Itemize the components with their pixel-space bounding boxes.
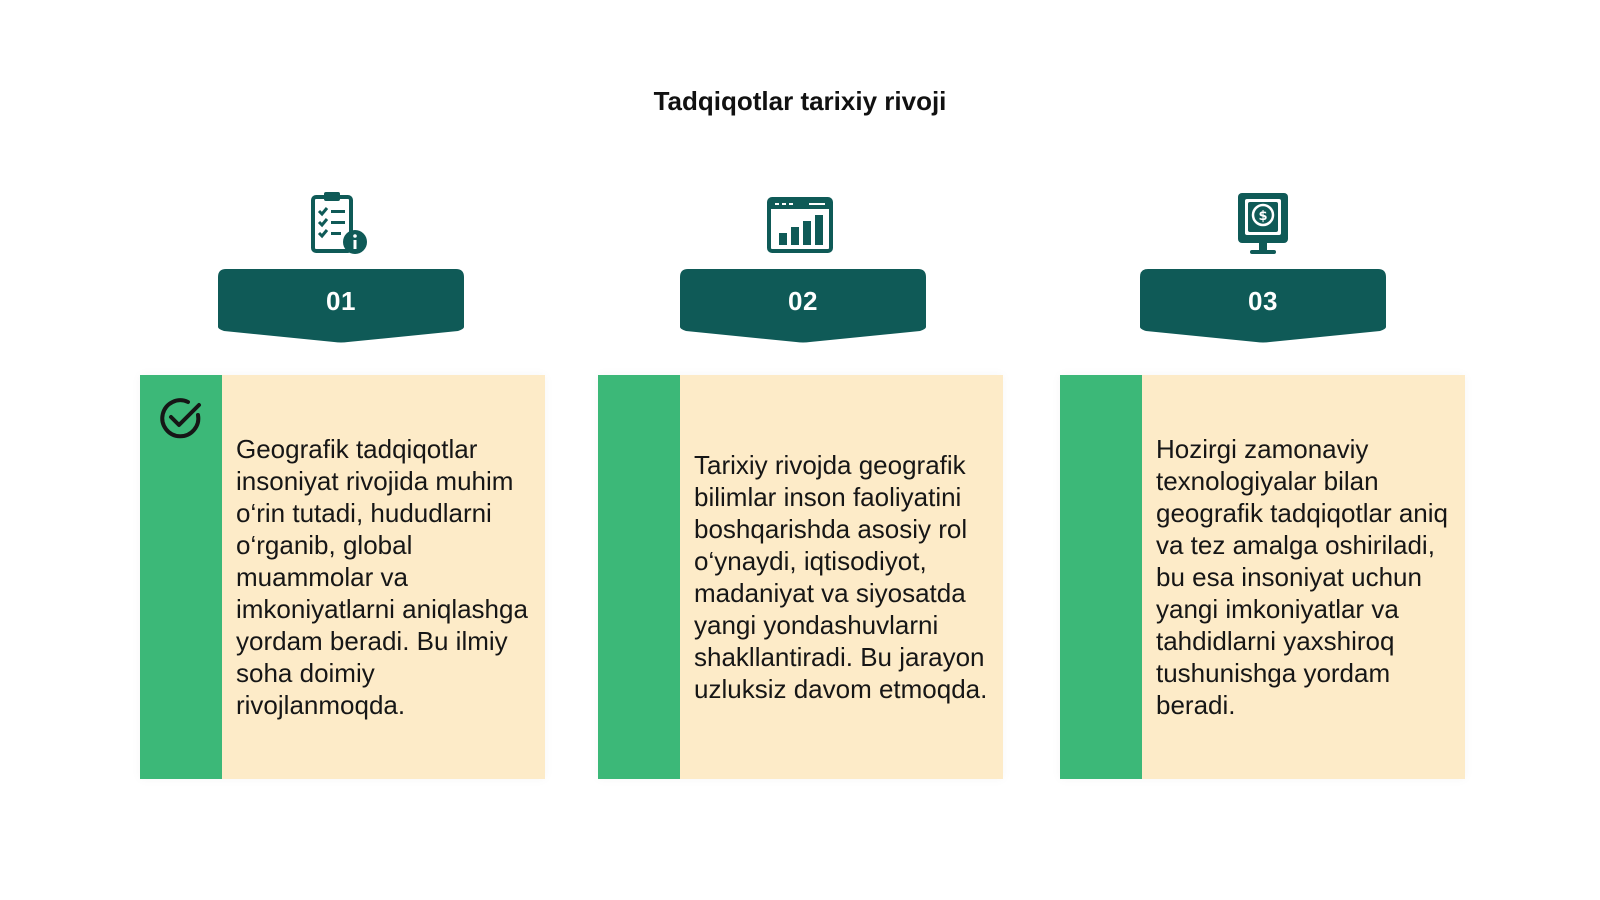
step-banner-01 [218,269,464,343]
svg-text:$: $ [1258,209,1268,224]
step-banner-02 [680,269,926,343]
bar-chart-window-icon [765,189,835,259]
column-1 [140,185,550,785]
card-text: Geografik tadqiqotlar insoniyat rivojida muhim o‘rin tutadi, hududlarni o‘rganib, global muammolar va imkoniyatlarni aniqlashga yordam beradi. Bu ilmiy soha doimiy rivojlanmoqda. [236,434,528,720]
column-3 [1060,185,1470,785]
money-monitor-icon [1228,189,1298,259]
info-card-1 [140,375,545,779]
step-number: 01 [326,286,356,316]
info-card-2 [598,375,1003,779]
card-text: Hozirgi zamonaviy texnologiyalar bilan geografik tadqiqotlar aniq va tez amalga oshiriladi, bu esa insoniyat uchun yangi imkoniyatlar va tahdidlarni yaxshiroq tushunishga yordam beradi. [1156,434,1448,720]
card-text: Tarixiy rivojda geografik bilimlar inson faoliyatini boshqarishda asosiy rol o‘ynaydi, iqtisodiyot, madaniyat va siyosatda yangi yondashuvlarni shakllantiradi. Bu jarayon uzluksiz davom etmoqda. [694,450,988,704]
card-strip [1060,375,1142,779]
info-card-3 [1060,375,1465,779]
card-body [680,375,1003,779]
card-strip [598,375,680,779]
step-number: 03 [1248,286,1278,316]
card-body [1142,375,1465,779]
card-body [222,375,545,779]
column-2 [598,185,1008,785]
step-banner-03 [1140,269,1386,343]
checkmark-circle-icon [158,395,204,441]
clipboard-checklist-icon [303,189,373,259]
card-strip [140,375,222,779]
step-number: 02 [788,286,818,316]
page-title: Tadqiqotlar tarixiy rivoji [653,86,947,116]
